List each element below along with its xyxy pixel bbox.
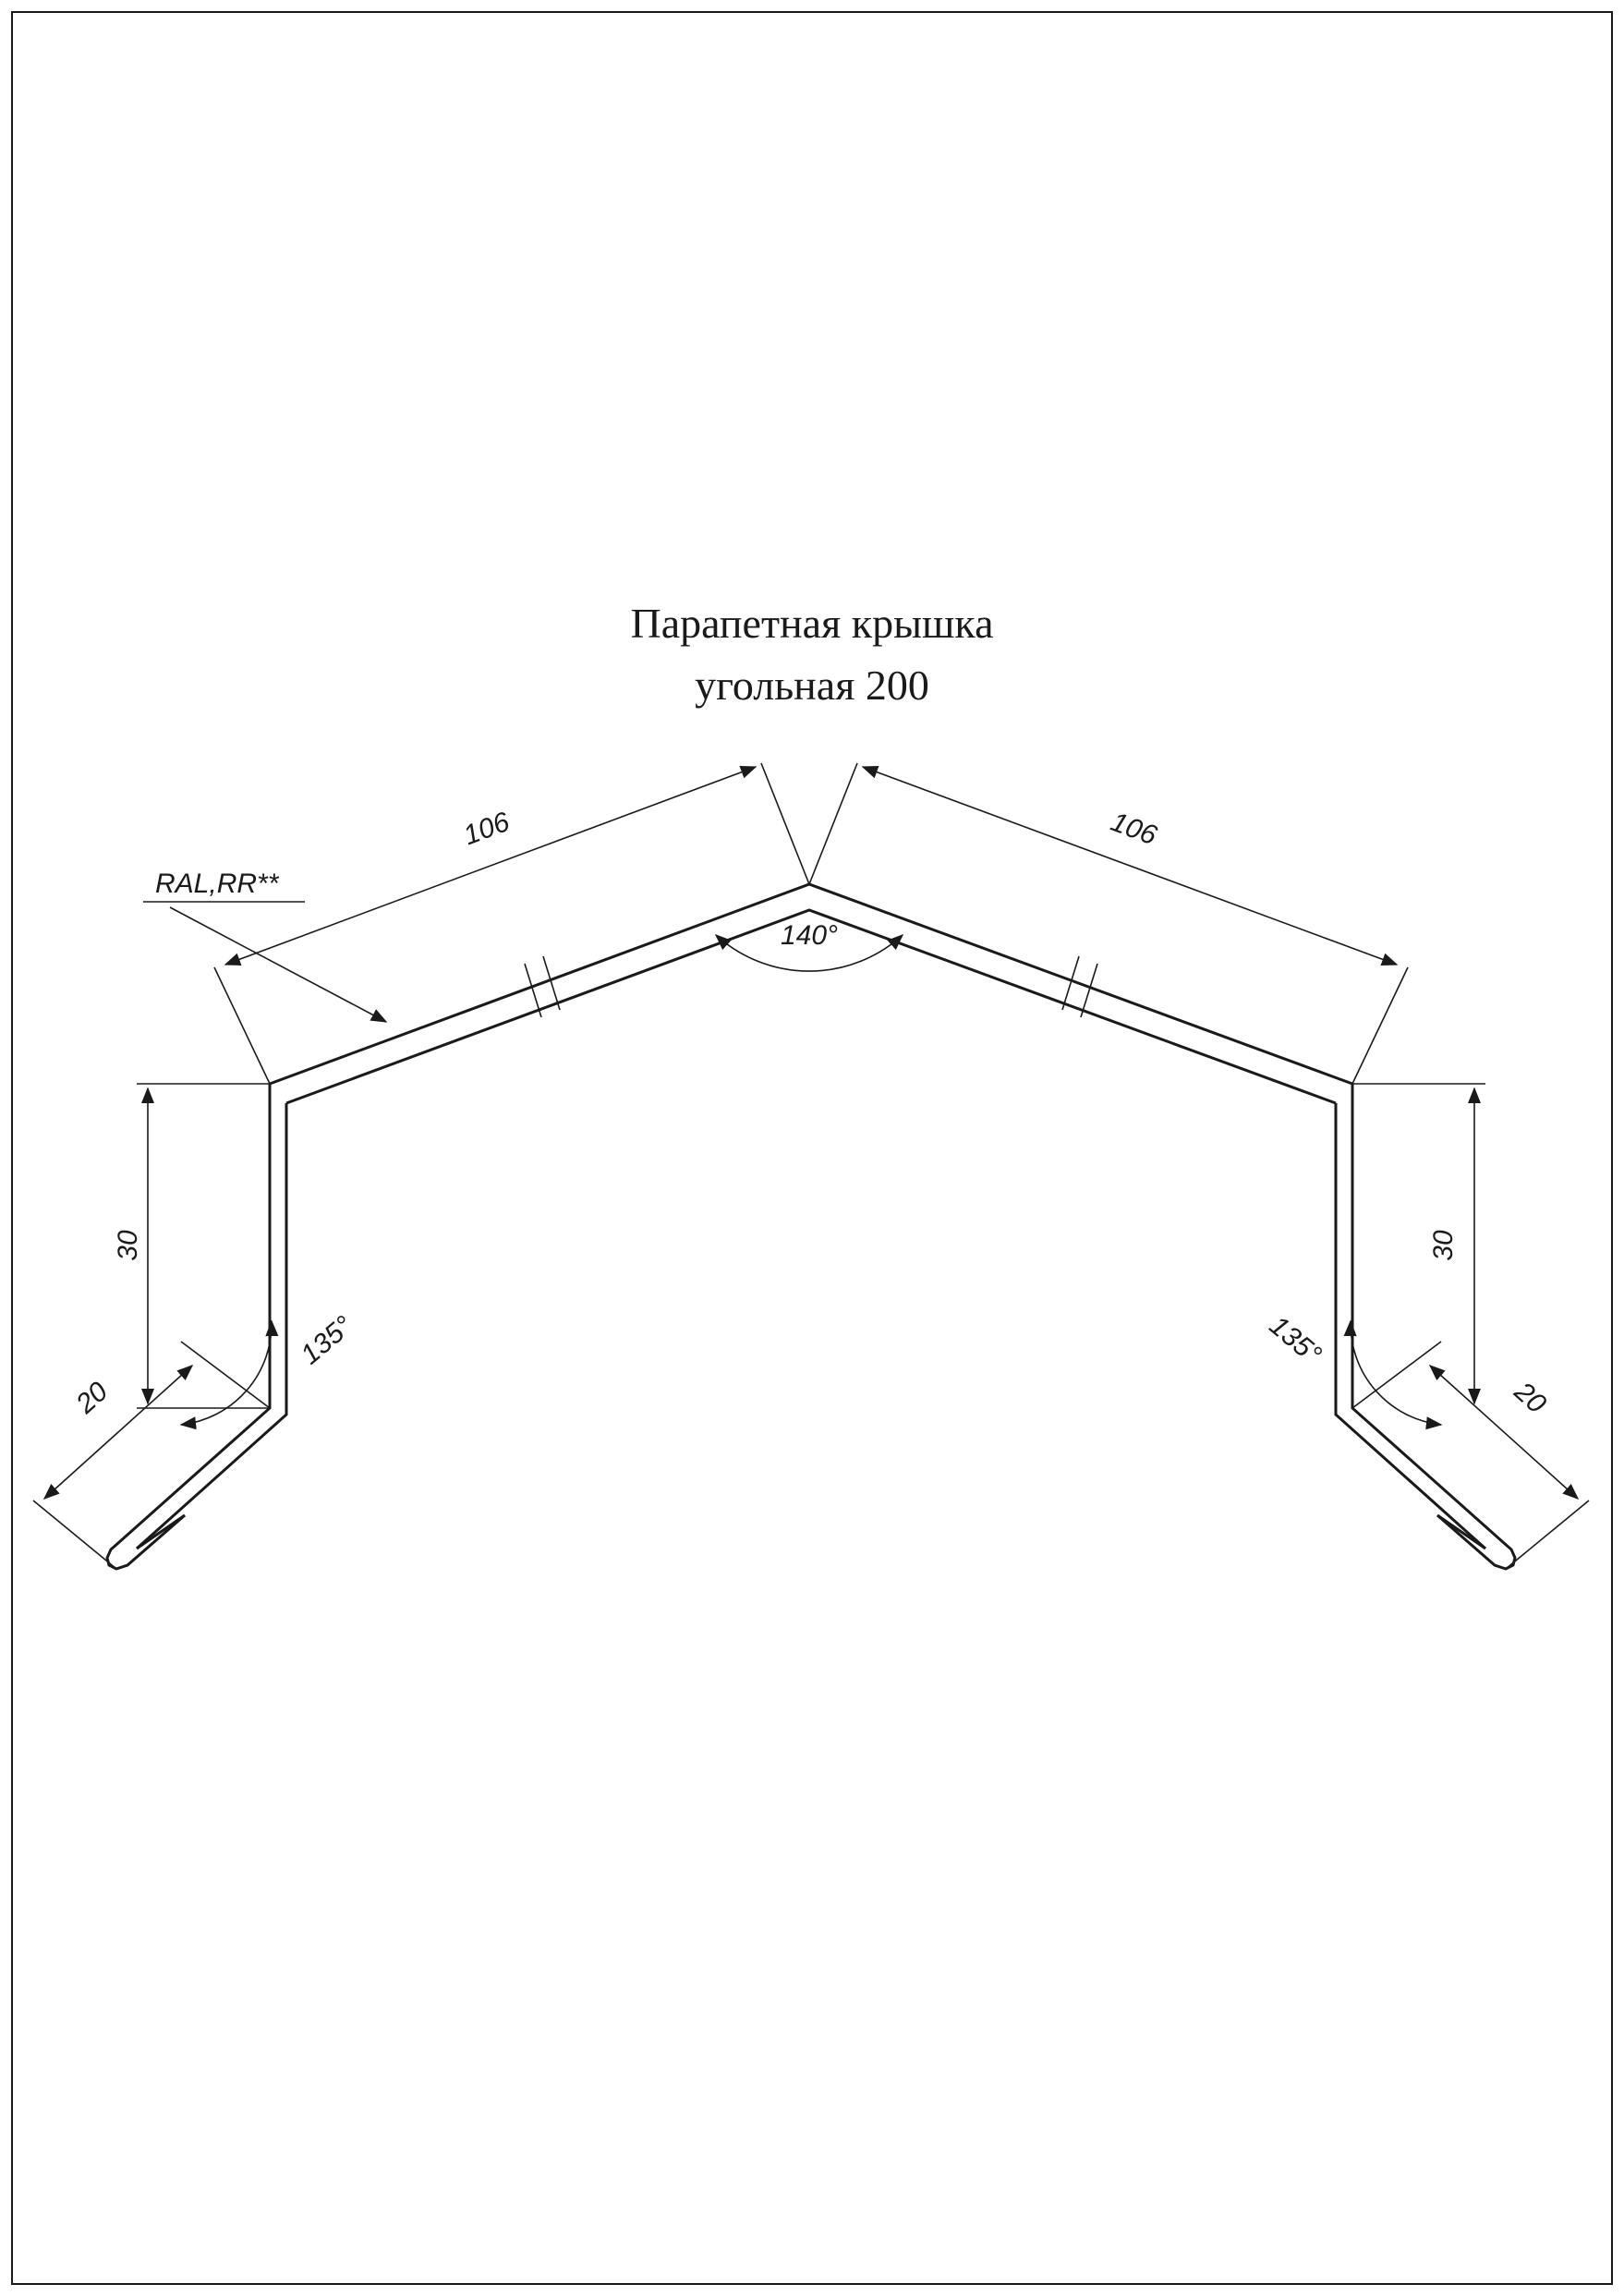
drawing-title-line1: Парапетная крышка: [630, 600, 994, 647]
dimension-20-right: [1430, 1366, 1589, 1569]
profile-outline: [107, 884, 1515, 1569]
angle-label-135-left: 135°: [295, 1310, 359, 1371]
dimension-label-20-left: 20: [70, 1376, 115, 1420]
material-callout: [143, 869, 386, 1022]
dimension-label-30-right: 30: [1428, 1230, 1459, 1261]
drawing-title-line2: угольная 200: [695, 662, 929, 709]
dimension-106-left: [214, 763, 809, 1084]
dimension-30-right: [1352, 1084, 1485, 1408]
dimension-106-right: [809, 763, 1408, 1084]
angle-label-135-right: 135°: [1263, 1310, 1327, 1371]
dimension-label-20-right: 20: [1508, 1376, 1552, 1420]
material-label: RAL,RR**: [155, 869, 279, 899]
dimension-label-30-left: 30: [113, 1230, 143, 1261]
dimension-30-left: [113, 1084, 270, 1408]
angle-140-indicator: [716, 920, 903, 971]
dimension-label-106-left: 106: [459, 806, 514, 852]
dimension-label-106-right: 106: [1107, 806, 1161, 852]
angle-label-140: 140°: [780, 920, 839, 951]
